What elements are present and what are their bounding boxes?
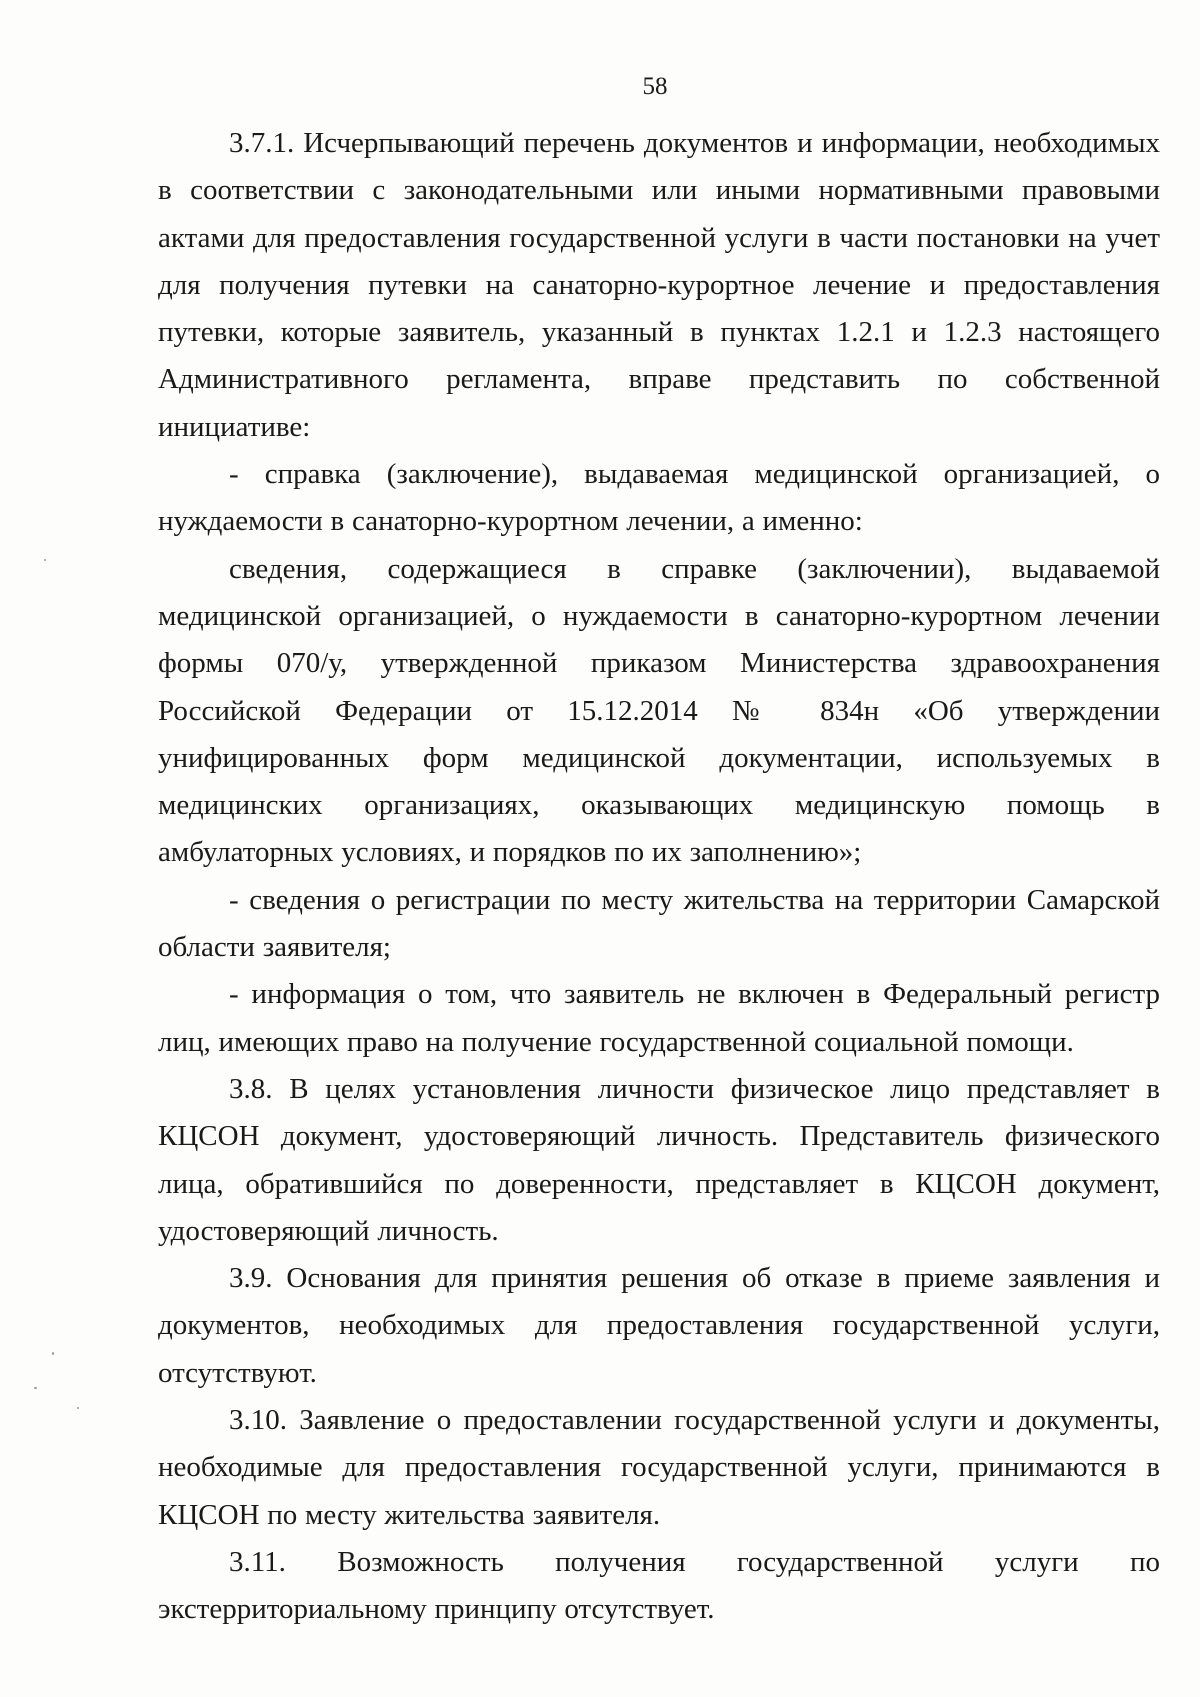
paragraph-federal-register: - информация о том, что заявитель не включен в Федеральный регистр лиц, имеющих право на получение государственной социальной помощи. xyxy=(158,978,1160,1058)
paragraph-3-10: 3.10. Заявление о предоставлении государственной услуги и документы, необходимые для предоставления государственной услуги, принимаются в КЦСОН по месту жительства заявителя. xyxy=(158,1404,1160,1531)
scan-speck xyxy=(52,1352,54,1355)
page-number: 58 xyxy=(642,73,668,100)
paragraph-3-8: 3.8. В целях установления личности физическое лицо представляет в КЦСОН документ, удостоверяющий личность. Представитель физического лица, обратившийся по доверенности, представляет в КЦСОН документ, удостоверяющий личность. xyxy=(158,1072,1160,1247)
paragraph-certificate-details: сведения, содержащиеся в справке (заключении), выдаваемой медицинской организацией, о нуждаемости в санаторно-курортном лечении формы 070/у, утвержденной приказом Министерства здравоохранения Российской Федерации от 15.12.2014 № 834н «Об утверждении унифицированных форм медицинской документации, используемых в медицинских организациях, оказывающих медицинскую помощь в амбулаторных условиях, и порядков по их заполнению»; xyxy=(158,552,1160,869)
scan-speck xyxy=(44,559,46,561)
paragraph-3-9: 3.9. Основания для принятия решения об отказе в приеме заявления и документов, необходимых для предоставления государственной услуги, отсутствуют. xyxy=(158,1262,1160,1389)
paragraph-registration-info: - сведения о регистрации по месту жительства на территории Самарской области заявителя; xyxy=(158,883,1160,964)
document-body xyxy=(158,120,1160,1634)
paragraph-medical-certificate: - справка (заключение), выдаваемая медицинской организацией, о нуждаемости в санаторно-курортном лечении, а именно: xyxy=(158,458,1160,538)
paragraph-3-7-1: 3.7.1. Исчерпывающий перечень документов и информации, необходимых в соответствии с законодательными или иными нормативными правовыми актами для предоставления государственной услуги в части постановки на учет для получения путевки на санаторно-курортное лечение и предоставления путевки, которые заявитель, указанный в пунктах 1.2.1 и 1.2.3 настоящего Административного регламента, вправе представить по собственной инициативе: xyxy=(158,127,1160,443)
scan-speck xyxy=(77,1407,79,1409)
scan-speck xyxy=(34,1387,37,1389)
paragraph-3-11: 3.11. Возможность получения государственной услуги по экстерриториальному принципу отсутствует. xyxy=(158,1545,1160,1626)
